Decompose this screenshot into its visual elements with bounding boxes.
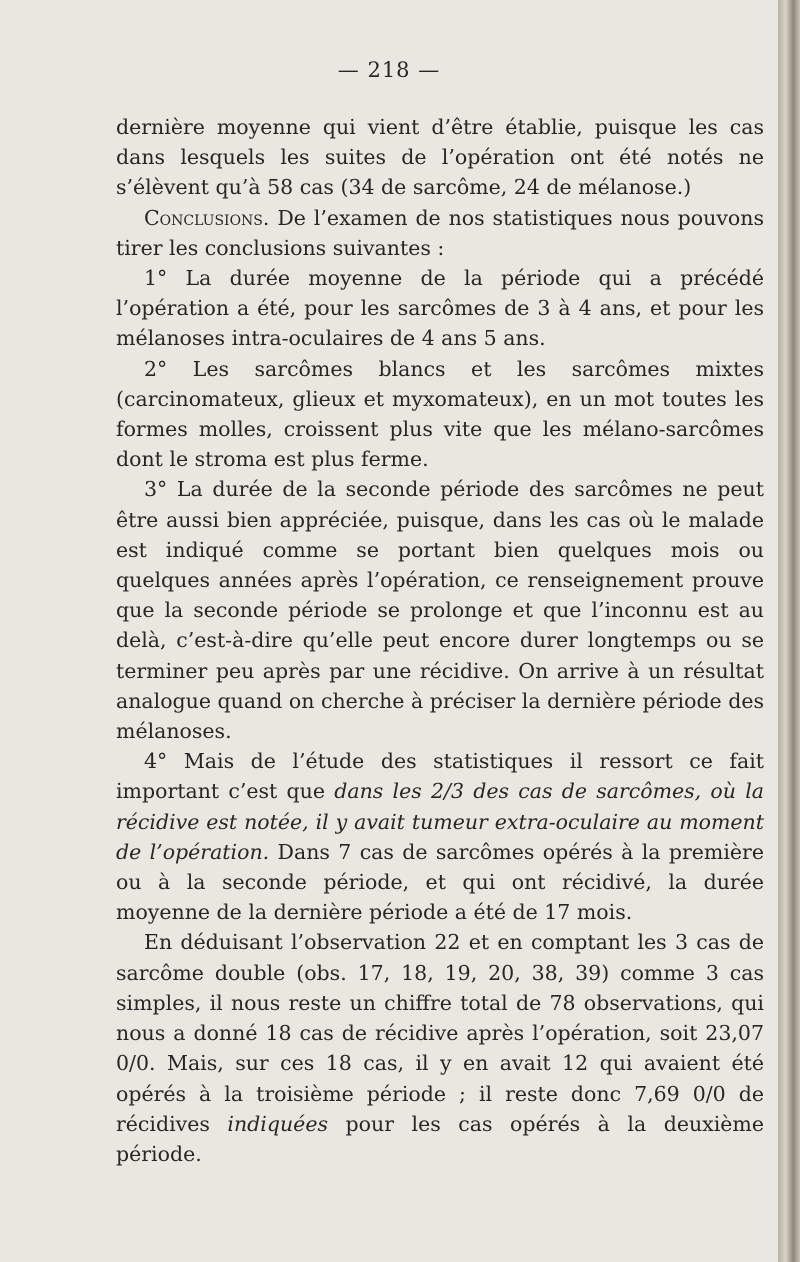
deduction-italic: indiquées	[227, 1111, 328, 1136]
conclusions-intro: De l’examen de nos statistiques nous pouvons tirer les conclusions suivantes :	[116, 205, 764, 260]
page-edge-shadow	[778, 0, 800, 1262]
conclusion-2: 2° Les sarcômes blancs et les sarcômes mixtes (carcinomateux, glieux et myxomateux), en un mot toutes les formes molles, croissent plus vite que les mélano-sarcômes dont le stroma est plus ferme.	[116, 356, 764, 472]
conclusions-heading: Conclusions.	[144, 205, 270, 230]
conclusion-1: 1° La durée moyenne de la période qui a précédé l’opération a été, pour les sarcômes de 3 à 4 ans, et pour les mélanoses intra-oculaires de 4 ans 5 ans.	[116, 266, 764, 351]
page-text	[116, 112, 764, 1169]
paragraph-continuation: dernière moyenne qui vient d’être établie, puisque les cas dans lesquels les suites de l’opération ont été notés ne s’élèvent qu’à 58 cas (34 de sarcôme, 24 de mélanose.)	[116, 115, 764, 200]
conclusion-4	[116, 746, 764, 927]
paragraph-deduction	[116, 927, 764, 1169]
conclusion-4-text-start: 4° Mais de l’étude des statistiques il ressort ce fait important c’est que	[116, 749, 764, 804]
page-number: — 218 —	[337, 58, 441, 82]
conclusion-4-text-end: Dans 7 cas de sarcômes opérés à la première ou à la seconde période, et qui ont récidivé, la durée moyenne de la dernière période a été de 17 mois.	[116, 839, 764, 925]
conclusion-4-italic: dans les 2/3 des cas de sarcômes, où la récidive est notée, il y avait tumeur extra-oculaire au moment de l’opération.	[116, 779, 764, 864]
paragraph-conclusions	[116, 203, 764, 263]
deduction-text-start: En déduisant l’observation 22 et en comptant les 3 cas de sarcôme double (obs. 17, 18, 19, 20, 38, 39) comme 3 cas simples, il nous reste un chiffre total de 78 observations, qui nous a donné 18 cas de récidive après l’opération, soit 23,07 0/0. Mais, sur ces 18 cas, il y en avait 12 qui avaient été opérés à la troisième période ; il reste donc 7,69 0/0 de récidives	[116, 930, 764, 1136]
deduction-text-end: pour les cas opérés à la deuxième période.	[116, 1111, 764, 1166]
conclusion-3: 3° La durée de la seconde période des sarcômes ne peut être aussi bien appréciée, puisque, dans les cas où le malade est indiqué comme se portant bien quelques mois ou quelques années après l’opération, ce renseignement prouve que la seconde période se prolonge et que l’inconnu est au delà, c’est-à-dire qu’elle peut encore durer longtemps ou se terminer peu après par une récidive. On arrive à un résultat analogue quand on cherche à préciser la dernière période des mélanoses.	[116, 477, 764, 744]
